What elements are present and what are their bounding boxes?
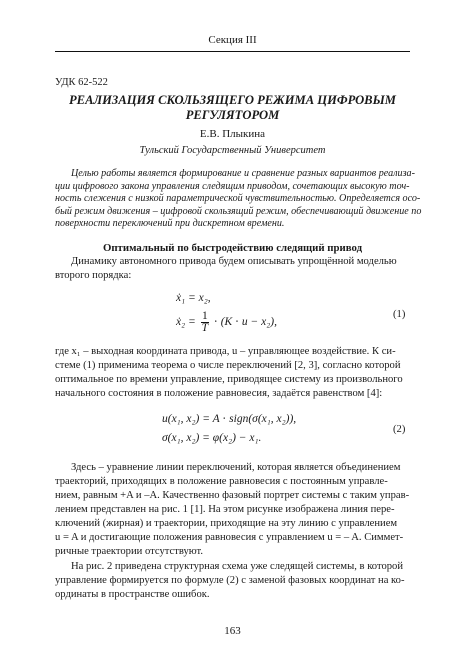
fraction xyxy=(201,311,209,334)
text-line: траекторий, приходящих в положение равновесия с постоянным управле- xyxy=(55,476,388,487)
equation-rhs: ⋅ (K ⋅ u − x₂), xyxy=(213,316,277,329)
udk-code: УДК 62-522 xyxy=(55,77,108,88)
paragraph-4 xyxy=(55,560,410,602)
text-line: u = A и достигающие положения равновесия с управлением u = – A. Симмет- xyxy=(55,532,404,543)
text-line: начального состояния в положение равновесия, задаётся равенством [4]: xyxy=(55,388,383,399)
equation-2-line-2: σ(x₁, x₂) = φ(x₂) − x₁. xyxy=(162,432,262,444)
paper-title xyxy=(55,93,410,123)
text-line: оптимальное по времени управление, приводящее систему из произвольного xyxy=(55,374,403,385)
text-line: Динамику автономного привода будем описывать упрощённой моделью xyxy=(71,256,397,267)
text-line: ричные траектории отсутствуют. xyxy=(55,546,204,557)
abstract-line: ции цифрового закона управления следящим приводом, сочетающих высокую точ- xyxy=(55,180,410,192)
text-line: где x₁ – выходная координата привода, u – управляющее воздействие. К си- xyxy=(55,346,396,357)
title-line: РЕГУЛЯТОРОМ xyxy=(185,108,280,122)
paragraph-2 xyxy=(55,345,410,401)
fraction-numerator: 1 xyxy=(201,310,208,322)
title-line: РЕАЛИЗАЦИЯ СКОЛЬЗЯЩЕГО РЕЖИМА ЦИФРОВЫМ xyxy=(68,93,396,107)
section-heading: Оптимальный по быстродействию следящий привод xyxy=(102,242,363,254)
text-line: ординаты в пространстве ошибок. xyxy=(55,589,210,600)
text-line: На рис. 2 приведена структурная схема уже следящей системы, в которой xyxy=(71,561,404,572)
equation-2-number: (2) xyxy=(393,424,406,435)
header-rule xyxy=(55,51,410,52)
fraction-denominator: T xyxy=(201,322,209,334)
equation-1-number: (1) xyxy=(393,309,406,320)
text-line: лением представлен на рис. 1 [1]. На этом рисунке изображена линия пере- xyxy=(55,504,395,515)
page-number: 163 xyxy=(224,625,241,637)
author-name: Е.В. Плыкина xyxy=(199,128,266,140)
text-line: ключений (жирная) и траектории, приходящие на эту линию с управлением xyxy=(55,518,398,529)
equation-1-line-2 xyxy=(176,311,277,334)
abstract-line: бый режим движения – цифровой скользящий режим, обеспечивающий движение по xyxy=(55,205,422,217)
equation-1-line-1: ẋ₁ = x₂, xyxy=(176,292,211,304)
paragraph-1 xyxy=(55,255,410,283)
text-line: второго порядка: xyxy=(55,270,132,281)
equation-2-line-1: u(x₁, x₂) = A ⋅ sign(σ(x₁, x₂)), xyxy=(162,413,297,425)
text-line: стеме (1) применима теорема о числе переключений [2, 3], согласно которой xyxy=(55,360,401,371)
text-line: нием, равным +A и –A. Качественно фазовый портрет системы с таким управ- xyxy=(55,490,410,501)
text-line: Здесь – уравнение линии переключений, которая является объединением xyxy=(71,462,401,473)
text-line: управление формируется по формуле (2) с заменой фазовых координат на ко- xyxy=(55,575,405,586)
abstract-line: Целью работы является формирование и сравнение разных вариантов реализа- xyxy=(71,168,415,179)
paragraph-3 xyxy=(55,461,410,559)
affiliation: Тульский Государственный Университет xyxy=(139,145,326,156)
abstract xyxy=(55,168,422,231)
abstract-line: поверхности переключений при дискретном времени. xyxy=(55,218,285,230)
abstract-line: ность слежения с низкой параметрической чувствительностью. Определяется осо- xyxy=(55,193,421,205)
running-header: Секция III xyxy=(208,34,257,46)
equation-lhs: ẋ₂ = xyxy=(176,316,196,329)
